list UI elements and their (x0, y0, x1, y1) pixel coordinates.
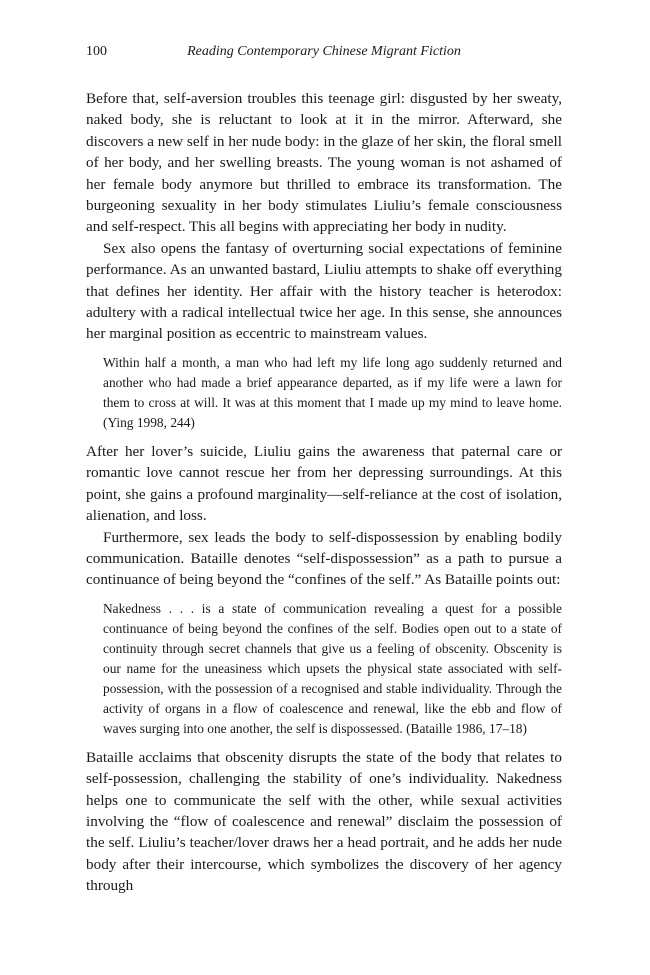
body-paragraph-3: After her lover’s suicide, Liuliu gains the awareness that paternal care or romantic love cannot rescue her from her depressing surroundings. At this point, she gains a profound marginality—self-reliance at the cost of isolation, alienation, and loss. (86, 442, 562, 525)
running-head (86, 40, 562, 64)
body-paragraph-4: Furthermore, sex leads the body to self-dispossession by enabling bodily communication. Bataille denotes “self-dispossession” as a path to pursue a continuance of being beyond the “confines of the self.” As Bataille points out: (86, 528, 562, 589)
body-paragraph-5: Bataille acclaims that obscenity disrupts the state of the body that relates to self-possession, challenging the stability of one’s individuality. Nakedness helps one to communicate the self with the other, while sexual activities involving the “flow of coalescence and renewal” disclaim the possession of the self. Liuliu’s teacher/lover draws her a head portrait, and he adds her nude body after their intercourse, which symbolizes the discovery of her agency through (86, 748, 562, 895)
block-quote-bataille: Nakedness . . . is a state of communication revealing a quest for a possible continuance of being beyond the confines of the self. Bodies open out to a state of continuity through secret channels that give us a feeling of obscenity. Obscenity is our name for the uneasiness which upsets the physical state associated with self-possession, with the possession of a recognised and stable individuality. Through the activity of organs in a flow of coalescence and renewal, like the ebb and flow of waves surging into one another, the self is dispossessed. (Bataille 1986, 17–18) (103, 600, 562, 736)
body-paragraph-1: Before that, self-aversion troubles this teenage girl: disgusted by her sweaty, naked body, she is reluctant to look at it in the mirror. Afterward, she discovers a new self in her nude body: in the glaze of her skin, the floral smell of her body, and her swelling breasts. The young woman is not ashamed of her female body anymore but thrilled to embrace its transformation. The burgeoning sexuality in her body stimulates Liuliu’s female consciousness and self-respect. This all begins with appreciating her body in nudity. (86, 90, 562, 236)
block-quote-ying: Within half a month, a man who had left my life long ago suddenly returned and another who had made a brief appearance departed, as if my life were a lawn for them to cross at will. It was at this moment that I made up my mind to leave home. (Ying 1998, 244) (103, 354, 562, 430)
book-page (86, 40, 562, 897)
page-number: 100 (86, 44, 107, 59)
body-paragraph-2: Sex also opens the fantasy of overturning social expectations of feminine performance. As an unwanted bastard, Liuliu attempts to shake off everything that defines her identity. Her affair with the history teacher is heterodox: adultery with a radical intellectual twice her age. In this sense, she announces her marginal position as eccentric to mainstream values. (86, 239, 562, 343)
running-title: Reading Contemporary Chinese Migrant Fiction (187, 44, 461, 59)
